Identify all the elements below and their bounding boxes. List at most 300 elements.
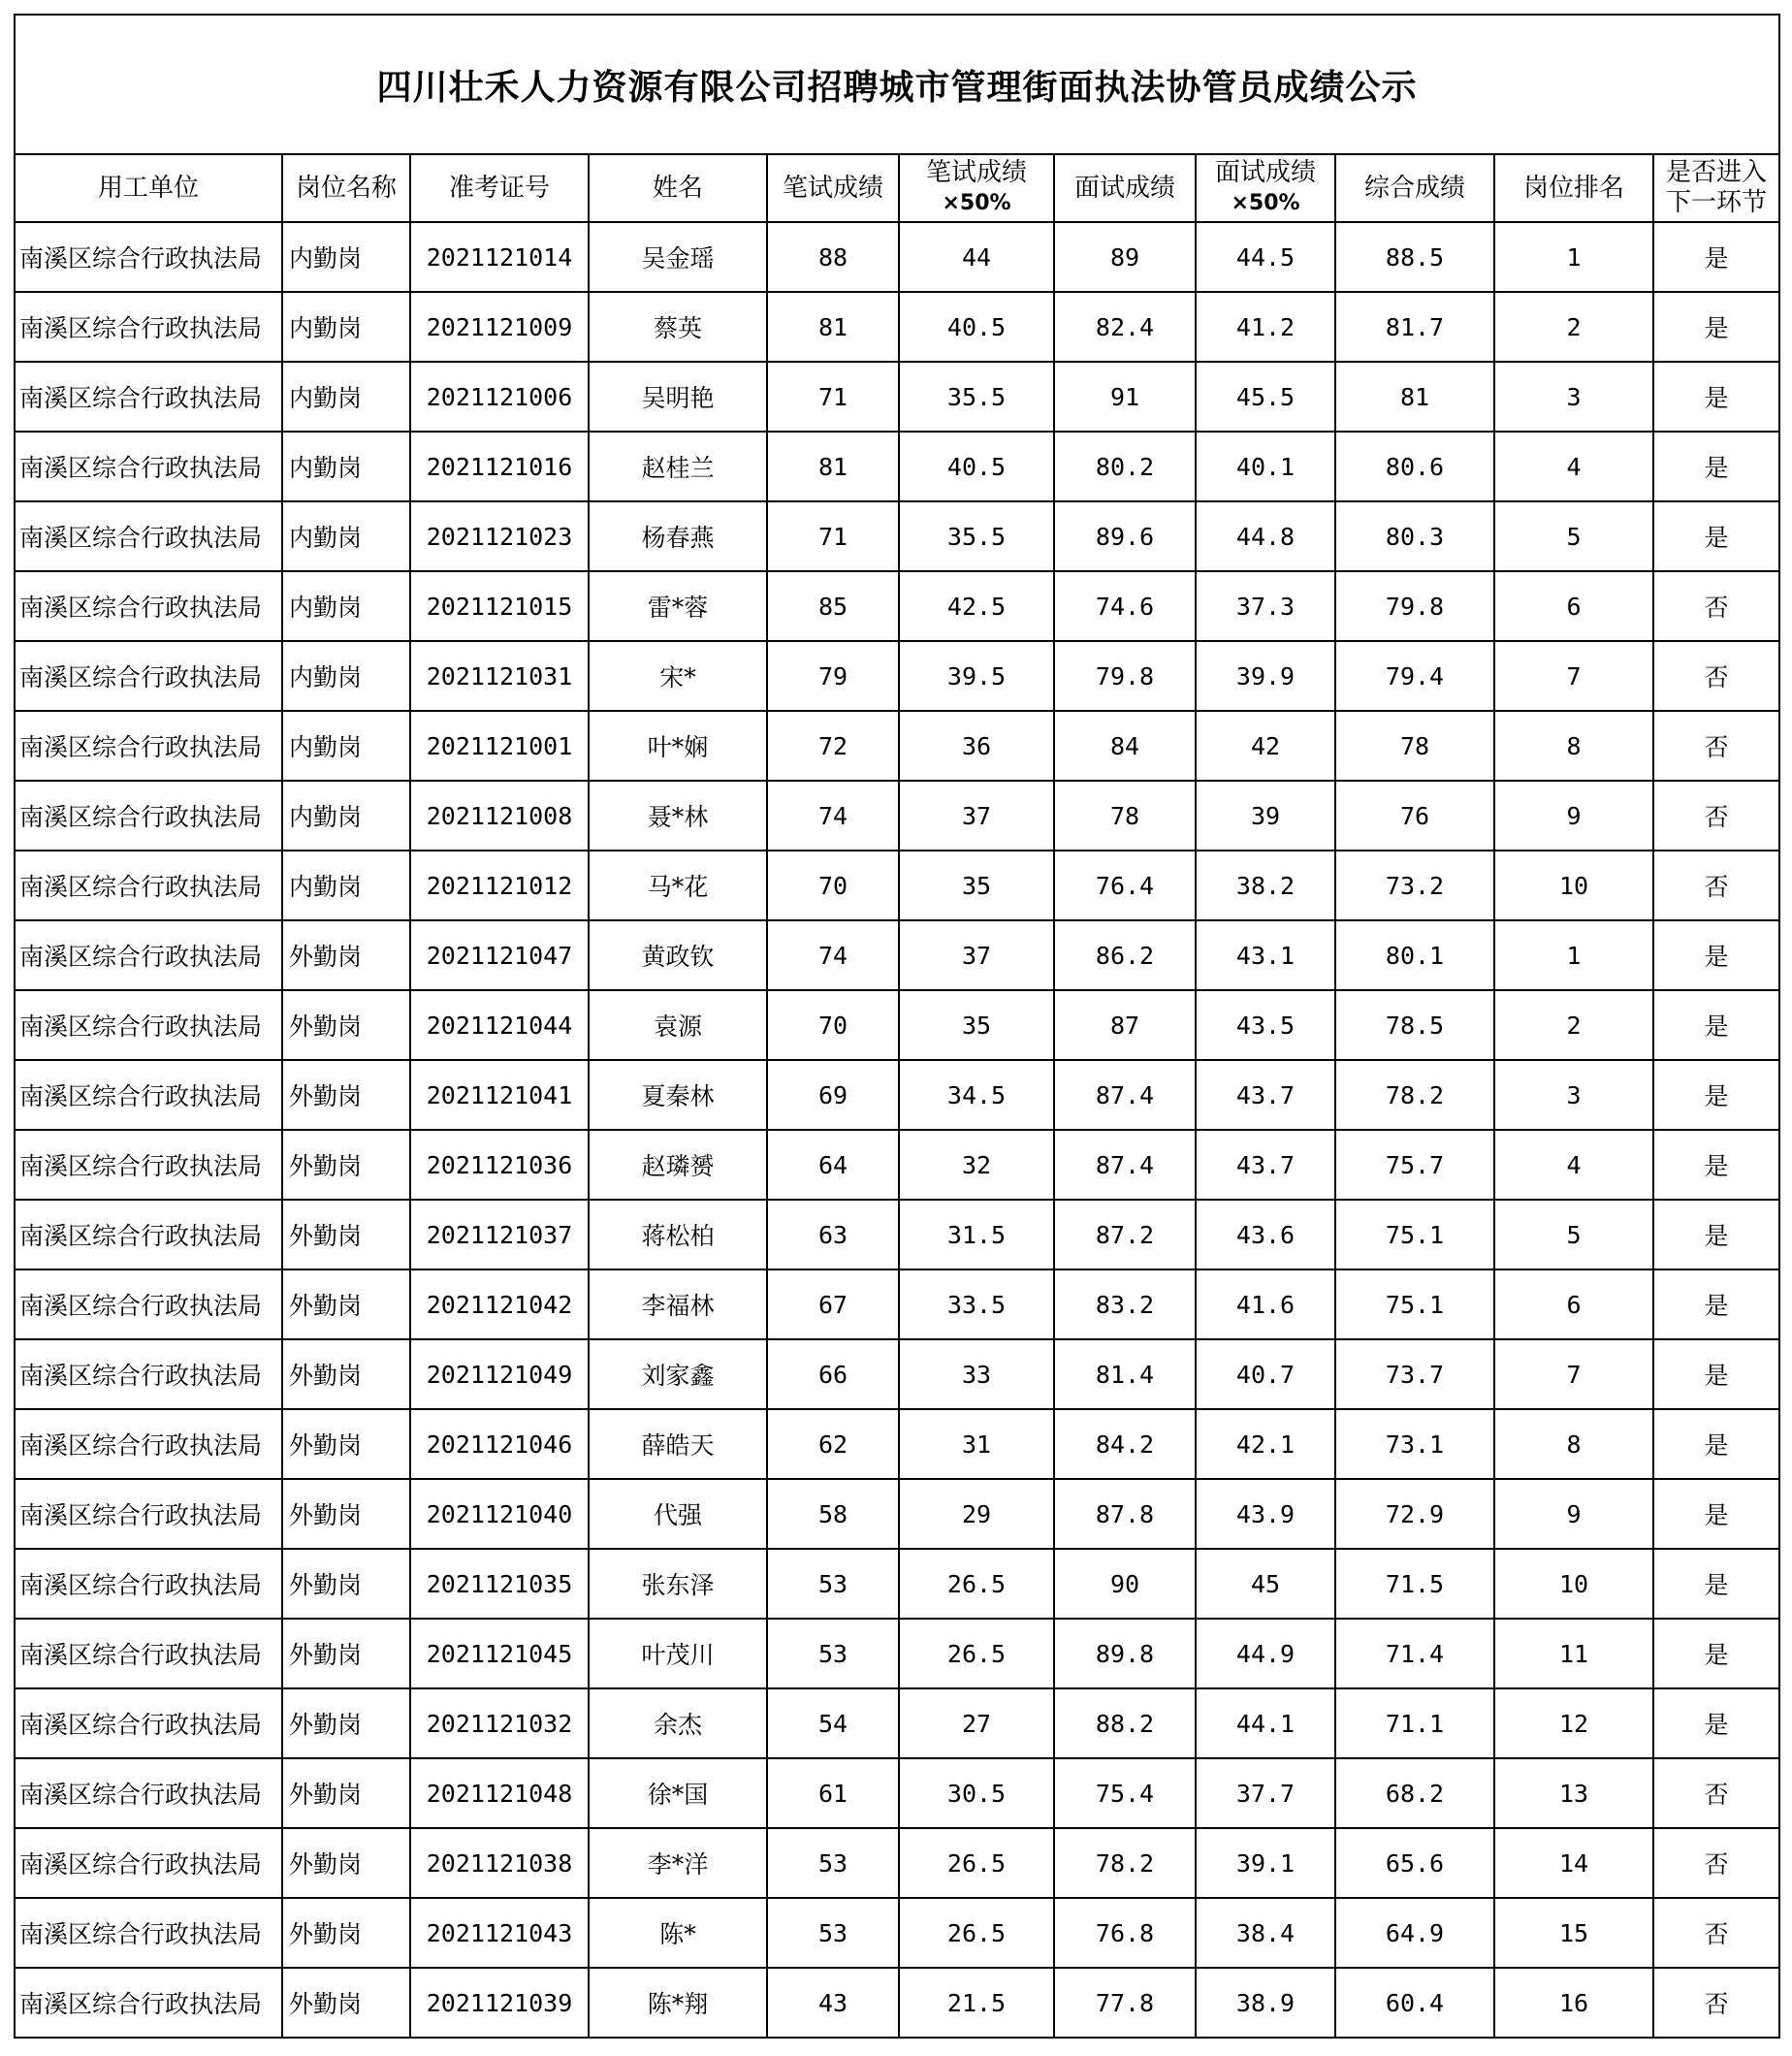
cell-position: 内勤岗 xyxy=(282,571,410,641)
cell-interview-half: 44.9 xyxy=(1196,1619,1335,1688)
cell-written-half: 35.5 xyxy=(899,501,1054,571)
header-total: 综合成绩 xyxy=(1335,154,1494,222)
cell-unit: 南溪区综合行政执法局 xyxy=(15,1758,282,1828)
cell-written-half: 39.5 xyxy=(899,641,1054,711)
cell-written: 66 xyxy=(767,1339,899,1409)
cell-next: 否 xyxy=(1653,1758,1779,1828)
cell-interview-half: 45.5 xyxy=(1196,362,1335,432)
cell-position: 外勤岗 xyxy=(282,1339,410,1409)
cell-written-half: 26.5 xyxy=(899,1898,1054,1968)
cell-exam-id: 2021121006 xyxy=(410,362,589,432)
cell-name: 聂*林 xyxy=(589,781,767,851)
cell-position: 内勤岗 xyxy=(282,641,410,711)
cell-name: 吴明艳 xyxy=(589,362,767,432)
cell-unit: 南溪区综合行政执法局 xyxy=(15,1549,282,1619)
cell-total: 81.7 xyxy=(1335,292,1494,362)
table-body xyxy=(15,222,1779,2038)
cell-total: 79.4 xyxy=(1335,641,1494,711)
cell-written: 74 xyxy=(767,781,899,851)
cell-interview: 84.2 xyxy=(1054,1409,1196,1479)
cell-next: 是 xyxy=(1653,222,1779,292)
cell-written-half: 40.5 xyxy=(899,432,1054,501)
cell-unit: 南溪区综合行政执法局 xyxy=(15,222,282,292)
cell-written: 62 xyxy=(767,1409,899,1479)
cell-name: 赵璘赟 xyxy=(589,1130,767,1200)
cell-name: 蒋松柏 xyxy=(589,1200,767,1269)
cell-unit: 南溪区综合行政执法局 xyxy=(15,1409,282,1479)
cell-position: 内勤岗 xyxy=(282,501,410,571)
header-unit: 用工单位 xyxy=(15,154,282,222)
cell-interview: 88.2 xyxy=(1054,1688,1196,1758)
cell-interview-half: 44.8 xyxy=(1196,501,1335,571)
cell-next: 否 xyxy=(1653,711,1779,781)
cell-total: 64.9 xyxy=(1335,1898,1494,1968)
cell-written-half: 44 xyxy=(899,222,1054,292)
cell-exam-id: 2021121036 xyxy=(410,1130,589,1200)
cell-next: 否 xyxy=(1653,781,1779,851)
cell-position: 外勤岗 xyxy=(282,920,410,990)
cell-position: 外勤岗 xyxy=(282,1898,410,1968)
cell-name: 陈* xyxy=(589,1898,767,1968)
cell-total: 75.7 xyxy=(1335,1130,1494,1200)
cell-next: 是 xyxy=(1653,1619,1779,1688)
cell-name: 叶*娴 xyxy=(589,711,767,781)
header-rank: 岗位排名 xyxy=(1494,154,1653,222)
cell-rank: 8 xyxy=(1494,1409,1653,1479)
cell-exam-id: 2021121023 xyxy=(410,501,589,571)
cell-name: 李福林 xyxy=(589,1269,767,1339)
cell-total: 71.4 xyxy=(1335,1619,1494,1688)
cell-name: 赵桂兰 xyxy=(589,432,767,501)
cell-interview-half: 43.7 xyxy=(1196,1060,1335,1130)
header-next-step-line2: 下一环节 xyxy=(1666,188,1768,217)
cell-unit: 南溪区综合行政执法局 xyxy=(15,920,282,990)
cell-interview-half: 41.2 xyxy=(1196,292,1335,362)
cell-rank: 7 xyxy=(1494,1339,1653,1409)
cell-interview: 80.2 xyxy=(1054,432,1196,501)
cell-interview-half: 37.7 xyxy=(1196,1758,1335,1828)
cell-rank: 8 xyxy=(1494,711,1653,781)
title-row xyxy=(15,15,1779,154)
cell-next: 否 xyxy=(1653,571,1779,641)
cell-written-half: 35.5 xyxy=(899,362,1054,432)
header-interview-half-line1: 面试成绩 xyxy=(1214,158,1316,187)
cell-interview: 89.8 xyxy=(1054,1619,1196,1688)
header-next-step-line1: 是否进入 xyxy=(1666,158,1768,187)
table-row xyxy=(15,362,1779,432)
cell-written: 71 xyxy=(767,501,899,571)
cell-interview-half: 38.4 xyxy=(1196,1898,1335,1968)
cell-written: 64 xyxy=(767,1130,899,1200)
cell-unit: 南溪区综合行政执法局 xyxy=(15,571,282,641)
cell-position: 外勤岗 xyxy=(282,1060,410,1130)
cell-exam-id: 2021121001 xyxy=(410,711,589,781)
cell-rank: 1 xyxy=(1494,222,1653,292)
cell-interview: 84 xyxy=(1054,711,1196,781)
cell-interview: 77.8 xyxy=(1054,1968,1196,2038)
cell-rank: 9 xyxy=(1494,781,1653,851)
table-row xyxy=(15,1479,1779,1549)
cell-rank: 6 xyxy=(1494,571,1653,641)
cell-written-half: 37 xyxy=(899,920,1054,990)
cell-name: 张东泽 xyxy=(589,1549,767,1619)
cell-next: 否 xyxy=(1653,1968,1779,2038)
cell-total: 76 xyxy=(1335,781,1494,851)
cell-exam-id: 2021121012 xyxy=(410,851,589,920)
cell-position: 外勤岗 xyxy=(282,1968,410,2038)
cell-exam-id: 2021121035 xyxy=(410,1549,589,1619)
cell-total: 80.1 xyxy=(1335,920,1494,990)
header-written-half-line1: 笔试成绩 xyxy=(925,158,1027,187)
cell-position: 外勤岗 xyxy=(282,1479,410,1549)
cell-written-half: 40.5 xyxy=(899,292,1054,362)
cell-name: 夏秦林 xyxy=(589,1060,767,1130)
table-row xyxy=(15,1898,1779,1968)
cell-name: 袁源 xyxy=(589,990,767,1060)
table-row xyxy=(15,990,1779,1060)
cell-interview: 91 xyxy=(1054,362,1196,432)
cell-written: 81 xyxy=(767,292,899,362)
cell-unit: 南溪区综合行政执法局 xyxy=(15,362,282,432)
cell-interview: 76.8 xyxy=(1054,1898,1196,1968)
table-row xyxy=(15,851,1779,920)
cell-name: 杨春燕 xyxy=(589,501,767,571)
cell-rank: 15 xyxy=(1494,1898,1653,1968)
cell-position: 内勤岗 xyxy=(282,781,410,851)
cell-interview: 87.4 xyxy=(1054,1060,1196,1130)
cell-unit: 南溪区综合行政执法局 xyxy=(15,1968,282,2038)
cell-interview-half: 43.1 xyxy=(1196,920,1335,990)
cell-next: 是 xyxy=(1653,1339,1779,1409)
page-title: 四川壮禾人力资源有限公司招聘城市管理街面执法协管员成绩公示 xyxy=(15,15,1779,154)
cell-name: 吴金瑶 xyxy=(589,222,767,292)
cell-position: 内勤岗 xyxy=(282,222,410,292)
cell-written: 71 xyxy=(767,362,899,432)
cell-written-half: 36 xyxy=(899,711,1054,781)
cell-interview-half: 42.1 xyxy=(1196,1409,1335,1479)
cell-unit: 南溪区综合行政执法局 xyxy=(15,641,282,711)
table-row xyxy=(15,501,1779,571)
cell-exam-id: 2021121014 xyxy=(410,222,589,292)
header-written-half-line2: ×50% xyxy=(942,191,1011,215)
cell-unit: 南溪区综合行政执法局 xyxy=(15,501,282,571)
cell-exam-id: 2021121045 xyxy=(410,1619,589,1688)
cell-exam-id: 2021121046 xyxy=(410,1409,589,1479)
cell-exam-id: 2021121049 xyxy=(410,1339,589,1409)
header-written-half xyxy=(899,154,1054,222)
cell-interview-half: 38.9 xyxy=(1196,1968,1335,2038)
cell-unit: 南溪区综合行政执法局 xyxy=(15,1479,282,1549)
cell-total: 60.4 xyxy=(1335,1968,1494,2038)
cell-written: 79 xyxy=(767,641,899,711)
table-row xyxy=(15,432,1779,501)
cell-written-half: 32 xyxy=(899,1130,1054,1200)
cell-unit: 南溪区综合行政执法局 xyxy=(15,292,282,362)
cell-name: 陈*翔 xyxy=(589,1968,767,2038)
cell-position: 内勤岗 xyxy=(282,292,410,362)
cell-interview-half: 43.9 xyxy=(1196,1479,1335,1549)
cell-interview: 79.8 xyxy=(1054,641,1196,711)
table-row xyxy=(15,641,1779,711)
cell-total: 75.1 xyxy=(1335,1269,1494,1339)
cell-total: 80.3 xyxy=(1335,501,1494,571)
cell-position: 外勤岗 xyxy=(282,1269,410,1339)
header-row xyxy=(15,154,1779,222)
cell-written-half: 31 xyxy=(899,1409,1054,1479)
cell-rank: 6 xyxy=(1494,1269,1653,1339)
cell-position: 内勤岗 xyxy=(282,711,410,781)
cell-interview: 76.4 xyxy=(1054,851,1196,920)
cell-name: 余杰 xyxy=(589,1688,767,1758)
cell-position: 外勤岗 xyxy=(282,1549,410,1619)
cell-written-half: 29 xyxy=(899,1479,1054,1549)
cell-written: 74 xyxy=(767,920,899,990)
cell-total: 88.5 xyxy=(1335,222,1494,292)
cell-written-half: 35 xyxy=(899,990,1054,1060)
cell-next: 是 xyxy=(1653,990,1779,1060)
cell-written: 69 xyxy=(767,1060,899,1130)
cell-exam-id: 2021121038 xyxy=(410,1828,589,1898)
cell-total: 73.2 xyxy=(1335,851,1494,920)
header-interview: 面试成绩 xyxy=(1054,154,1196,222)
cell-rank: 4 xyxy=(1494,1130,1653,1200)
cell-next: 是 xyxy=(1653,1130,1779,1200)
cell-written-half: 37 xyxy=(899,781,1054,851)
cell-interview: 78 xyxy=(1054,781,1196,851)
cell-rank: 10 xyxy=(1494,1549,1653,1619)
cell-rank: 5 xyxy=(1494,1200,1653,1269)
cell-total: 78 xyxy=(1335,711,1494,781)
cell-rank: 7 xyxy=(1494,641,1653,711)
cell-position: 外勤岗 xyxy=(282,1200,410,1269)
cell-interview-half: 44.5 xyxy=(1196,222,1335,292)
cell-interview-half: 45 xyxy=(1196,1549,1335,1619)
cell-exam-id: 2021121037 xyxy=(410,1200,589,1269)
cell-exam-id: 2021121041 xyxy=(410,1060,589,1130)
cell-total: 79.8 xyxy=(1335,571,1494,641)
table-row xyxy=(15,711,1779,781)
cell-written: 53 xyxy=(767,1828,899,1898)
table-row xyxy=(15,781,1779,851)
cell-total: 71.5 xyxy=(1335,1549,1494,1619)
cell-unit: 南溪区综合行政执法局 xyxy=(15,1619,282,1688)
cell-written-half: 33 xyxy=(899,1339,1054,1409)
cell-interview: 78.2 xyxy=(1054,1828,1196,1898)
cell-position: 内勤岗 xyxy=(282,362,410,432)
cell-written: 70 xyxy=(767,990,899,1060)
cell-rank: 4 xyxy=(1494,432,1653,501)
cell-total: 68.2 xyxy=(1335,1758,1494,1828)
cell-name: 李*洋 xyxy=(589,1828,767,1898)
cell-total: 78.2 xyxy=(1335,1060,1494,1130)
cell-exam-id: 2021121042 xyxy=(410,1269,589,1339)
cell-position: 外勤岗 xyxy=(282,1409,410,1479)
cell-rank: 11 xyxy=(1494,1619,1653,1688)
cell-exam-id: 2021121048 xyxy=(410,1758,589,1828)
cell-written: 81 xyxy=(767,432,899,501)
cell-rank: 9 xyxy=(1494,1479,1653,1549)
cell-position: 内勤岗 xyxy=(282,432,410,501)
cell-position: 外勤岗 xyxy=(282,1828,410,1898)
cell-interview-half: 43.6 xyxy=(1196,1200,1335,1269)
table-row xyxy=(15,292,1779,362)
cell-position: 外勤岗 xyxy=(282,1619,410,1688)
cell-position: 外勤岗 xyxy=(282,1688,410,1758)
cell-exam-id: 2021121016 xyxy=(410,432,589,501)
cell-written: 72 xyxy=(767,711,899,781)
cell-written: 70 xyxy=(767,851,899,920)
cell-next: 是 xyxy=(1653,432,1779,501)
cell-next: 是 xyxy=(1653,1479,1779,1549)
cell-written: 53 xyxy=(767,1898,899,1968)
cell-written-half: 30.5 xyxy=(899,1758,1054,1828)
score-sheet xyxy=(14,14,1778,2039)
cell-written-half: 21.5 xyxy=(899,1968,1054,2038)
header-written: 笔试成绩 xyxy=(767,154,899,222)
cell-exam-id: 2021121043 xyxy=(410,1898,589,1968)
cell-next: 是 xyxy=(1653,292,1779,362)
cell-written-half: 33.5 xyxy=(899,1269,1054,1339)
cell-written-half: 34.5 xyxy=(899,1060,1054,1130)
cell-interview: 81.4 xyxy=(1054,1339,1196,1409)
cell-exam-id: 2021121008 xyxy=(410,781,589,851)
cell-written: 61 xyxy=(767,1758,899,1828)
table-row xyxy=(15,1758,1779,1828)
cell-name: 蔡英 xyxy=(589,292,767,362)
cell-total: 65.6 xyxy=(1335,1828,1494,1898)
cell-position: 内勤岗 xyxy=(282,851,410,920)
header-interview-half xyxy=(1196,154,1335,222)
cell-written: 63 xyxy=(767,1200,899,1269)
cell-written: 67 xyxy=(767,1269,899,1339)
cell-interview: 86.2 xyxy=(1054,920,1196,990)
cell-interview: 87.4 xyxy=(1054,1130,1196,1200)
cell-interview-half: 40.1 xyxy=(1196,432,1335,501)
cell-written-half: 31.5 xyxy=(899,1200,1054,1269)
cell-interview-half: 37.3 xyxy=(1196,571,1335,641)
cell-written-half: 42.5 xyxy=(899,571,1054,641)
cell-unit: 南溪区综合行政执法局 xyxy=(15,851,282,920)
cell-total: 78.5 xyxy=(1335,990,1494,1060)
cell-exam-id: 2021121031 xyxy=(410,641,589,711)
table-row xyxy=(15,1339,1779,1409)
cell-unit: 南溪区综合行政执法局 xyxy=(15,1688,282,1758)
cell-name: 代强 xyxy=(589,1479,767,1549)
cell-rank: 13 xyxy=(1494,1758,1653,1828)
cell-rank: 12 xyxy=(1494,1688,1653,1758)
cell-unit: 南溪区综合行政执法局 xyxy=(15,990,282,1060)
cell-interview: 90 xyxy=(1054,1549,1196,1619)
cell-total: 81 xyxy=(1335,362,1494,432)
cell-unit: 南溪区综合行政执法局 xyxy=(15,1339,282,1409)
cell-unit: 南溪区综合行政执法局 xyxy=(15,1200,282,1269)
cell-interview: 75.4 xyxy=(1054,1758,1196,1828)
cell-total: 71.1 xyxy=(1335,1688,1494,1758)
cell-name: 徐*国 xyxy=(589,1758,767,1828)
header-name: 姓名 xyxy=(589,154,767,222)
cell-rank: 5 xyxy=(1494,501,1653,571)
cell-interview-half: 41.6 xyxy=(1196,1269,1335,1339)
table-row xyxy=(15,1688,1779,1758)
cell-unit: 南溪区综合行政执法局 xyxy=(15,711,282,781)
table-row xyxy=(15,1269,1779,1339)
cell-position: 外勤岗 xyxy=(282,1758,410,1828)
cell-unit: 南溪区综合行政执法局 xyxy=(15,1060,282,1130)
table-row xyxy=(15,1828,1779,1898)
cell-rank: 1 xyxy=(1494,920,1653,990)
cell-exam-id: 2021121032 xyxy=(410,1688,589,1758)
cell-written: 43 xyxy=(767,1968,899,2038)
table-row xyxy=(15,1968,1779,2038)
cell-exam-id: 2021121047 xyxy=(410,920,589,990)
cell-interview-half: 39.9 xyxy=(1196,641,1335,711)
cell-next: 是 xyxy=(1653,1688,1779,1758)
cell-exam-id: 2021121009 xyxy=(410,292,589,362)
cell-interview: 87 xyxy=(1054,990,1196,1060)
table-row xyxy=(15,1060,1779,1130)
header-position: 岗位名称 xyxy=(282,154,410,222)
cell-interview-half: 38.2 xyxy=(1196,851,1335,920)
cell-unit: 南溪区综合行政执法局 xyxy=(15,1130,282,1200)
table-row xyxy=(15,1619,1779,1688)
cell-interview-half: 39.1 xyxy=(1196,1828,1335,1898)
cell-rank: 3 xyxy=(1494,1060,1653,1130)
cell-interview-half: 39 xyxy=(1196,781,1335,851)
cell-written-half: 27 xyxy=(899,1688,1054,1758)
table-row xyxy=(15,1200,1779,1269)
cell-interview-half: 44.1 xyxy=(1196,1688,1335,1758)
score-table xyxy=(14,14,1780,2039)
cell-next: 是 xyxy=(1653,1200,1779,1269)
cell-interview-half: 42 xyxy=(1196,711,1335,781)
cell-interview: 89 xyxy=(1054,222,1196,292)
cell-interview: 82.4 xyxy=(1054,292,1196,362)
cell-interview: 87.2 xyxy=(1054,1200,1196,1269)
cell-interview-half: 40.7 xyxy=(1196,1339,1335,1409)
header-interview-half-line2: ×50% xyxy=(1231,191,1300,215)
cell-next: 否 xyxy=(1653,1898,1779,1968)
cell-written: 88 xyxy=(767,222,899,292)
table-row xyxy=(15,1130,1779,1200)
table-row xyxy=(15,1409,1779,1479)
cell-interview: 74.6 xyxy=(1054,571,1196,641)
cell-next: 是 xyxy=(1653,1549,1779,1619)
cell-written-half: 26.5 xyxy=(899,1619,1054,1688)
cell-exam-id: 2021121044 xyxy=(410,990,589,1060)
header-next-step xyxy=(1653,154,1779,222)
cell-next: 是 xyxy=(1653,1060,1779,1130)
cell-interview: 83.2 xyxy=(1054,1269,1196,1339)
cell-written-half: 35 xyxy=(899,851,1054,920)
cell-written: 85 xyxy=(767,571,899,641)
cell-interview-half: 43.7 xyxy=(1196,1130,1335,1200)
table-row xyxy=(15,222,1779,292)
cell-written: 54 xyxy=(767,1688,899,1758)
cell-interview: 89.6 xyxy=(1054,501,1196,571)
cell-rank: 10 xyxy=(1494,851,1653,920)
cell-unit: 南溪区综合行政执法局 xyxy=(15,432,282,501)
cell-interview: 87.8 xyxy=(1054,1479,1196,1549)
cell-total: 80.6 xyxy=(1335,432,1494,501)
cell-rank: 14 xyxy=(1494,1828,1653,1898)
cell-exam-id: 2021121039 xyxy=(410,1968,589,2038)
cell-name: 刘家鑫 xyxy=(589,1339,767,1409)
cell-unit: 南溪区综合行政执法局 xyxy=(15,1269,282,1339)
table-row xyxy=(15,920,1779,990)
cell-rank: 2 xyxy=(1494,990,1653,1060)
cell-next: 否 xyxy=(1653,851,1779,920)
cell-total: 73.7 xyxy=(1335,1339,1494,1409)
